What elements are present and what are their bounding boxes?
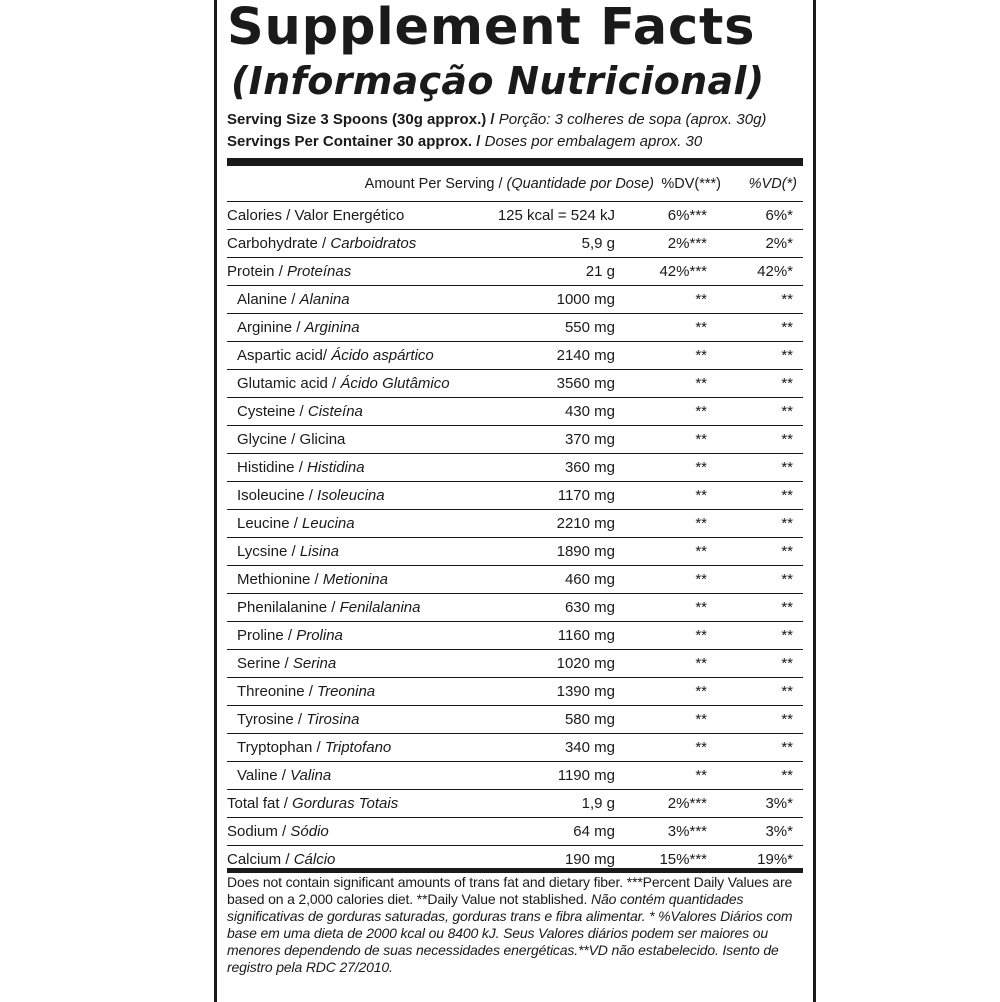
nutrient-name-en: Sodium / <box>227 823 291 840</box>
nutrient-name <box>237 566 388 593</box>
nutrient-dv: ** <box>695 431 707 448</box>
nutrient-dv: ** <box>695 599 707 616</box>
nutrient-amount: 370 mg <box>564 431 615 448</box>
table-row <box>227 314 803 342</box>
table-row <box>227 566 803 594</box>
table-row <box>227 398 803 426</box>
nutrient-name-pt: Cálcio <box>293 851 336 868</box>
table-row <box>227 650 803 678</box>
amount-per-serving-header <box>365 170 654 198</box>
nutrient-name <box>237 370 450 397</box>
nutrient-amount: 360 mg <box>564 459 615 476</box>
serving-size-line <box>227 110 766 130</box>
nutrient-vd: 3%* <box>765 823 793 840</box>
nutrient-dv: ** <box>695 291 707 308</box>
nutrient-name-pt: Leucina <box>302 515 355 532</box>
table-row <box>227 622 803 650</box>
nutrient-name-pt: Cisteína <box>307 403 363 420</box>
nutrient-name <box>237 650 336 677</box>
nutrient-amount: 125 kcal = 524 kJ <box>497 207 615 224</box>
dv-header: %DV(***) <box>661 176 721 192</box>
nutrient-vd: ** <box>781 655 793 672</box>
nutrient-name-pt: Serina <box>292 655 337 672</box>
nutrient-dv: ** <box>695 375 707 392</box>
nutrient-amount: 1,9 g <box>581 795 615 812</box>
nutrient-name-pt: Gorduras Totais <box>292 795 399 812</box>
nutrient-name-pt: Ácido Glutâmico <box>340 375 450 392</box>
nutrient-name <box>237 678 375 705</box>
footnote-en: Does not contain significant amounts of trans fat and dietary fiber. ***Percent Daily Values are based on a 2,000 calories diet. **Daily Value not stablished. <box>227 874 793 907</box>
nutrient-amount: 5,9 g <box>581 235 615 252</box>
column-headers <box>227 170 803 198</box>
nutrient-name-en: Tyrosine / <box>237 711 307 728</box>
nutrient-dv: ** <box>695 739 707 756</box>
nutrient-dv: ** <box>695 403 707 420</box>
nutrient-name-pt: Lisina <box>299 543 340 560</box>
nutrient-vd: ** <box>781 683 793 700</box>
nutrient-name-en: Proline / <box>237 627 297 644</box>
nutrient-name-en: Methionine / <box>237 571 323 588</box>
nutrient-name <box>237 398 363 425</box>
nutrient-name-pt: Treonina <box>317 683 376 700</box>
nutrient-amount: 64 mg <box>573 823 615 840</box>
nutrient-name <box>237 762 331 789</box>
nutrient-name-en: Histidine / <box>237 459 308 476</box>
nutrient-amount: 1190 mg <box>557 767 615 784</box>
nutrient-name-en: Leucine / <box>237 515 303 532</box>
table-row <box>227 706 803 734</box>
nutrient-dv: ** <box>695 711 707 728</box>
table-row <box>227 426 803 454</box>
nutrient-amount: 1170 mg <box>557 487 615 504</box>
table-row <box>227 370 803 398</box>
nutrient-dv: ** <box>695 571 707 588</box>
servings-per-container-line <box>227 132 702 152</box>
table-row <box>227 454 803 482</box>
nutrient-name-en: Total fat / <box>227 795 293 812</box>
nutrient-amount: 1160 mg <box>557 627 615 644</box>
nutrient-vd: 2%* <box>765 235 793 252</box>
nutrient-vd: ** <box>781 431 793 448</box>
panel-content <box>227 0 803 1002</box>
table-row <box>227 818 803 846</box>
table-row <box>227 790 803 818</box>
nutrient-name <box>227 258 351 285</box>
panel-title: Supplement Facts <box>227 0 756 57</box>
nutrient-name-en: Protein / <box>227 263 288 280</box>
nutrient-amount: 3560 mg <box>556 375 615 392</box>
nutrient-name-pt: Alanina <box>299 291 350 308</box>
nutrient-name-en: Carbohydrate / <box>227 235 331 252</box>
table-row <box>227 594 803 622</box>
nutrient-name-en: Valine / <box>237 767 291 784</box>
table-row <box>227 482 803 510</box>
nutrient-name <box>227 790 398 817</box>
nutrient-dv: 42%*** <box>659 263 707 280</box>
nutrient-amount: 1020 mg <box>556 655 615 672</box>
nutrient-amount: 2140 mg <box>556 347 615 364</box>
table-row <box>227 734 803 762</box>
nutrient-amount: 550 mg <box>564 319 615 336</box>
amount-header-pt: (Quantidade por Dose) <box>506 176 654 192</box>
nutrient-amount: 1000 mg <box>556 291 615 308</box>
nutrient-vd: ** <box>781 319 793 336</box>
nutrient-dv: ** <box>695 767 707 784</box>
nutrient-name-pt: Triptofano <box>324 739 392 756</box>
table-row <box>227 230 803 258</box>
nutrient-dv: ** <box>695 319 707 336</box>
nutrient-name-pt: Metionina <box>322 571 388 588</box>
nutrient-name <box>237 426 345 453</box>
nutrient-amount: 630 mg <box>564 599 615 616</box>
nutrient-dv: 6%*** <box>667 207 707 224</box>
nutrient-vd: ** <box>781 515 793 532</box>
nutrient-dv: ** <box>695 347 707 364</box>
nutrient-name-en: Calories / <box>227 207 295 224</box>
nutrient-vd: ** <box>781 291 793 308</box>
supplement-facts-panel <box>214 0 816 1002</box>
nutrient-name-en: Calcium / <box>227 851 294 868</box>
nutrient-vd: ** <box>781 571 793 588</box>
nutrient-amount: 430 mg <box>564 403 615 420</box>
nutrient-name-pt: Carboidratos <box>330 235 417 252</box>
nutrient-name <box>237 314 360 341</box>
nutrient-dv: ** <box>695 655 707 672</box>
nutrient-name <box>237 454 365 481</box>
footer-divider <box>227 868 803 873</box>
nutrient-name <box>237 286 350 313</box>
nutrient-name-en: Aspartic acid/ <box>237 347 332 364</box>
servings-per-container-en: Servings Per Container 30 approx. <box>227 133 473 150</box>
nutrient-amount: 580 mg <box>564 711 615 728</box>
table-row <box>227 678 803 706</box>
serving-size-separator: / <box>486 111 499 128</box>
nutrient-name-en: Cysteine / <box>237 403 308 420</box>
nutrient-dv: ** <box>695 627 707 644</box>
table-row <box>227 538 803 566</box>
nutrient-amount: 2210 mg <box>556 515 615 532</box>
nutrient-name-en: Serine / <box>237 655 293 672</box>
nutrient-name-pt: Sódio <box>290 823 329 840</box>
nutrient-vd: 42%* <box>757 263 793 280</box>
nutrient-name-en: Alanine / <box>237 291 300 308</box>
nutrient-name-pt: Proteínas <box>287 263 352 280</box>
nutrient-amount: 1890 mg <box>556 543 615 560</box>
nutrient-dv: ** <box>695 515 707 532</box>
nutrient-name-pt: Glicina <box>299 431 346 448</box>
vd-header: %VD(*) <box>748 176 797 192</box>
nutrient-vd: ** <box>781 487 793 504</box>
nutrient-vd: ** <box>781 599 793 616</box>
nutrient-table <box>227 201 803 873</box>
nutrient-vd: ** <box>781 711 793 728</box>
nutrient-amount: 21 g <box>585 263 615 280</box>
nutrient-name-pt: Tirosina <box>306 711 360 728</box>
nutrient-name <box>237 482 385 509</box>
nutrient-name-en: Phenilalanine / <box>237 599 340 616</box>
table-row <box>227 510 803 538</box>
table-row <box>227 286 803 314</box>
nutrient-amount: 190 mg <box>564 851 615 868</box>
table-row <box>227 762 803 790</box>
nutrient-name <box>237 622 343 649</box>
nutrient-dv: 2%*** <box>667 235 707 252</box>
nutrient-vd: ** <box>781 375 793 392</box>
nutrient-name-en: Glutamic acid / <box>237 375 341 392</box>
nutrient-name-pt: Valor Energético <box>294 207 405 224</box>
nutrient-vd: ** <box>781 627 793 644</box>
nutrient-dv: ** <box>695 683 707 700</box>
nutrient-name-pt: Valina <box>290 767 332 784</box>
nutrient-dv: ** <box>695 543 707 560</box>
nutrient-dv: ** <box>695 487 707 504</box>
nutrient-name <box>237 734 391 761</box>
header-divider <box>227 158 803 166</box>
nutrient-name-pt: Histidina <box>307 459 365 476</box>
nutrient-dv: 2%*** <box>667 795 707 812</box>
footnote-pt: Não contém quantidades significativas de gorduras saturadas, gorduras trans e fibra alimentar. * %Valores Diários com base em uma dieta de 2000 kcal ou 8400 kJ. Seus Valores diários podem ser maiores ou menores dependendo de suas necessidades energéticas.**VD não estabelecido. Isento de registro pela RDC 27/2010. <box>227 891 793 975</box>
nutrient-name <box>237 342 434 369</box>
serving-size-en: Serving Size 3 Spoons (30g approx.) <box>227 111 487 128</box>
table-row <box>227 342 803 370</box>
nutrient-name-en: Lycsine / <box>237 543 300 560</box>
nutrient-name-en: Isoleucine / <box>237 487 318 504</box>
nutrient-name-pt: Ácido aspártico <box>331 347 434 364</box>
nutrient-name-en: Glycine / <box>237 431 300 448</box>
nutrient-name-en: Threonine / <box>237 683 318 700</box>
nutrient-name-pt: Arginina <box>304 319 360 336</box>
nutrient-name <box>227 230 416 257</box>
table-row <box>227 258 803 286</box>
nutrient-name <box>227 818 329 845</box>
nutrient-name-pt: Fenilalanina <box>339 599 421 616</box>
nutrient-name-pt: Isoleucina <box>317 487 385 504</box>
nutrient-name-en: Arginine / <box>237 319 305 336</box>
servings-per-container-separator: / <box>472 133 485 150</box>
nutrient-vd: ** <box>781 347 793 364</box>
nutrient-vd: ** <box>781 403 793 420</box>
nutrient-amount: 1390 mg <box>556 683 615 700</box>
nutrient-name <box>227 202 404 229</box>
nutrient-dv: 3%*** <box>667 823 707 840</box>
nutrient-dv: ** <box>695 459 707 476</box>
nutrient-name <box>237 594 420 621</box>
footnote <box>227 874 803 976</box>
panel-subtitle: (Informação Nutricional) <box>231 59 765 103</box>
nutrient-name <box>237 510 355 537</box>
nutrient-vd: ** <box>781 767 793 784</box>
nutrient-name-en: Tryptophan / <box>237 739 325 756</box>
nutrient-vd: 3%* <box>765 795 793 812</box>
serving-size-pt: Porção: 3 colheres de sopa (aprox. 30g) <box>498 111 767 128</box>
nutrient-vd: ** <box>781 739 793 756</box>
nutrient-name <box>237 706 359 733</box>
nutrient-dv: 15%*** <box>659 851 707 868</box>
nutrient-name-pt: Prolina <box>296 627 343 644</box>
nutrient-vd: ** <box>781 459 793 476</box>
nutrient-amount: 340 mg <box>564 739 615 756</box>
nutrient-amount: 460 mg <box>564 571 615 588</box>
nutrient-vd: 19%* <box>757 851 793 868</box>
nutrient-vd: 6%* <box>765 207 793 224</box>
servings-per-container-pt: Doses por embalagem aprox. 30 <box>484 133 703 150</box>
amount-header-en: Amount Per Serving / <box>364 176 507 192</box>
nutrient-vd: ** <box>781 543 793 560</box>
table-row <box>227 202 803 230</box>
nutrient-name <box>237 538 339 565</box>
